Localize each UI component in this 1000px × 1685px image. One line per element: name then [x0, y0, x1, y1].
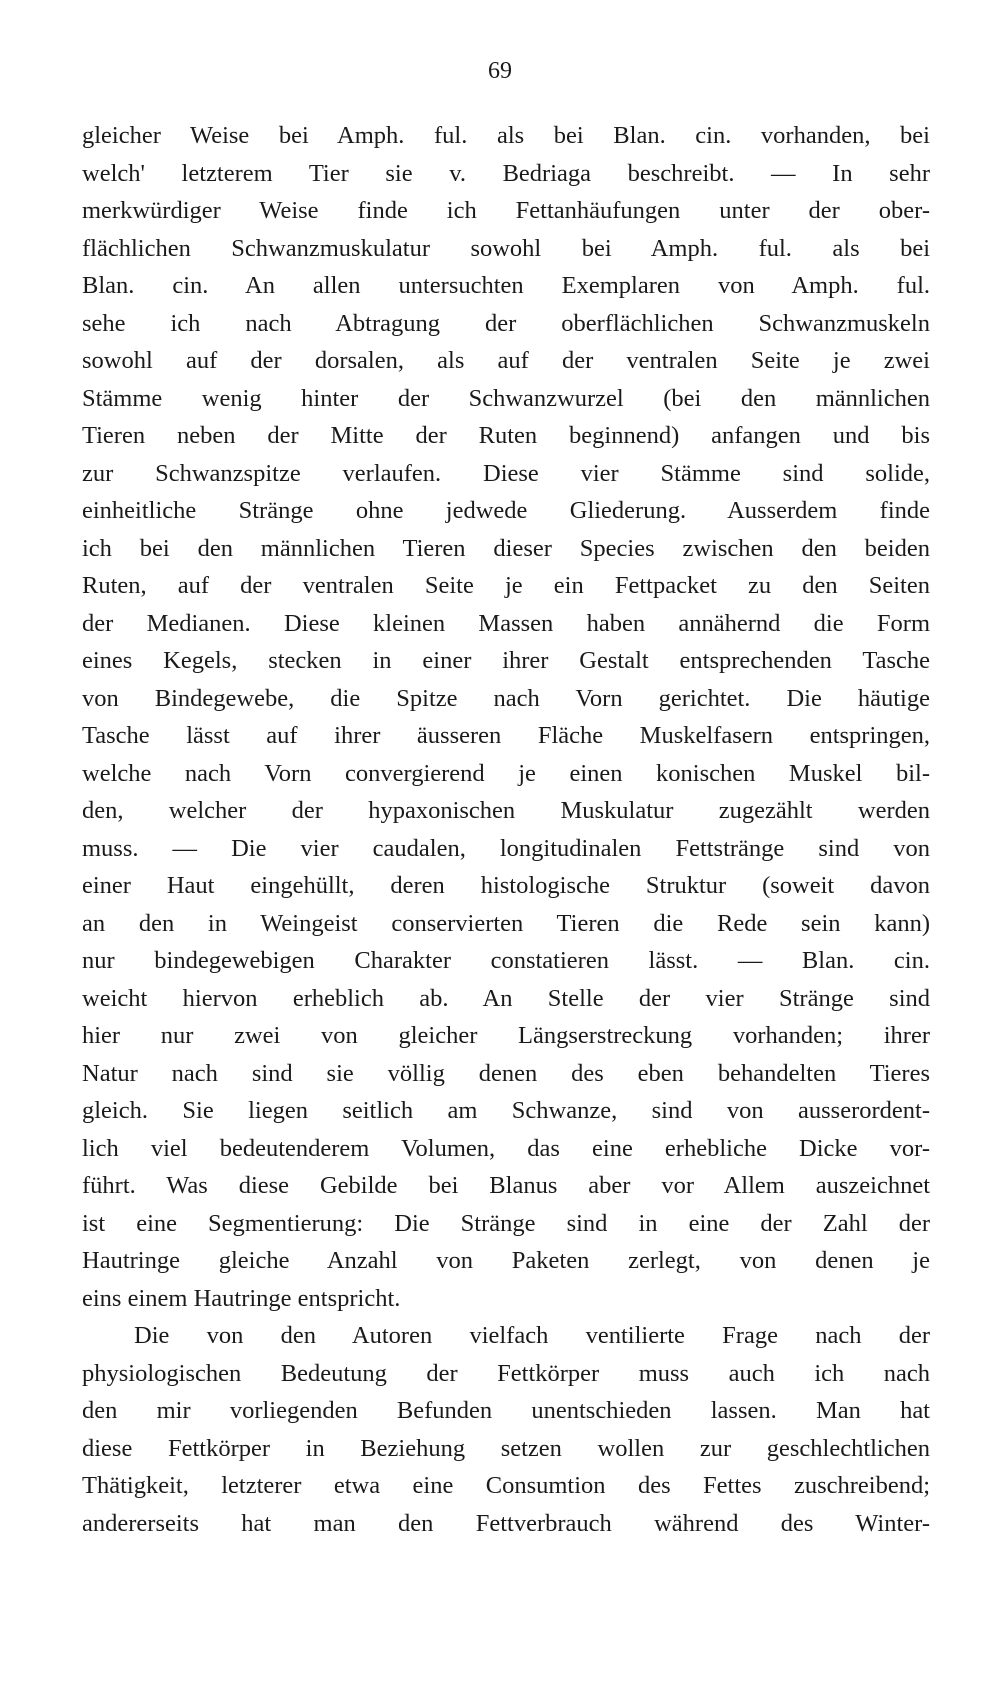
text-line: merkwürdiger Weise finde ich Fettanhäufungen unter der ober- — [82, 197, 930, 224]
body-text — [82, 117, 930, 1542]
paragraph — [82, 117, 930, 1317]
text-line: weicht hiervon erheblich ab. An Stelle der vier Stränge sind — [82, 984, 930, 1012]
text-line: eines Kegels, stecken in einer ihrer Gestalt entsprechenden Tasche — [82, 647, 930, 674]
text-line: sowohl auf der dorsalen, als auf der ventralen Seite je zwei — [82, 347, 930, 374]
text-line: ist eine Segmentierung: Die Stränge sind in eine der Zahl der — [82, 1209, 930, 1237]
text-line: hier nur zwei von gleicher Längserstreckung vorhanden; ihrer — [82, 1022, 930, 1049]
text-line: von Bindegewebe, die Spitze nach Vorn gerichtet. Die häutige — [82, 684, 930, 712]
text-line: Thätigkeit, letzterer etwa eine Consumtion des Fettes zuschreibend; — [82, 1472, 930, 1499]
text-line: gleich. Sie liegen seitlich am Schwanze, sind von ausserordent- — [82, 1097, 930, 1124]
text-line: der Medianen. Diese kleinen Massen haben annähernd die Form — [82, 609, 930, 637]
text-line: Natur nach sind sie völlig denen des eben behandelten Tieres — [82, 1059, 930, 1087]
text-line: sehe ich nach Abtragung der oberflächlichen Schwanzmuskeln — [82, 309, 930, 337]
text-line: flächlichen Schwanzmuskulatur sowohl bei Amph. ful. als bei — [82, 234, 930, 262]
text-line: welche nach Vorn convergierend je einen konischen Muskel bil- — [82, 759, 930, 787]
text-line: gleicher Weise bei Amph. ful. als bei Blan. cin. vorhanden, bei — [82, 122, 930, 149]
text-line: einheitliche Stränge ohne jedwede Gliederung. Ausserdem finde — [82, 497, 930, 524]
text-line: physiologischen Bedeutung der Fettkörper muss auch ich nach — [82, 1359, 930, 1387]
text-line: diese Fettkörper in Beziehung setzen wollen zur geschlechtlichen — [82, 1434, 930, 1462]
paragraph — [82, 1317, 930, 1542]
text-line: Hautringe gleiche Anzahl von Paketen zerlegt, von denen je — [82, 1247, 930, 1274]
text-line: zur Schwanzspitze verlaufen. Diese vier Stämme sind solide, — [82, 459, 930, 487]
text-line: einer Haut eingehüllt, deren histologische Struktur (soweit davon — [82, 872, 930, 899]
text-line: Ruten, auf der ventralen Seite je ein Fettpacket zu den Seiten — [82, 572, 930, 599]
text-line: den mir vorliegenden Befunden unentschieden lassen. Man hat — [82, 1397, 930, 1424]
text-line: muss. — Die vier caudalen, longitudinalen Fettstränge sind von — [82, 834, 930, 862]
text-line: den, welcher der hypaxonischen Muskulatur zugezählt werden — [82, 797, 930, 824]
text-line: lich viel bedeutenderem Volumen, das eine erhebliche Dicke vor- — [82, 1134, 930, 1162]
text-line: Tasche lässt auf ihrer äusseren Fläche Muskelfasern entspringen, — [82, 722, 930, 749]
text-line: führt. Was diese Gebilde bei Blanus aber vor Allem auszeichnet — [82, 1172, 930, 1199]
page-number: 69 — [488, 58, 512, 84]
text-line: Tieren neben der Mitte der Ruten beginnend) anfangen und bis — [82, 422, 930, 449]
text-line: eins einem Hautringe entspricht. — [82, 1284, 401, 1312]
text-line: Stämme wenig hinter der Schwanzwurzel (bei den männlichen — [82, 384, 930, 412]
text-line: welch' letzterem Tier sie v. Bedriaga beschreibt. — In sehr — [82, 159, 930, 187]
text-line: an den in Weingeist conservierten Tieren die Rede sein kann) — [82, 909, 930, 937]
text-line: ich bei den männlichen Tieren dieser Species zwischen den beiden — [82, 534, 930, 562]
text-line: nur bindegewebigen Charakter constatieren lässt. — Blan. cin. — [82, 947, 930, 974]
text-line: andererseits hat man den Fettverbrauch während des Winter- — [82, 1509, 930, 1537]
text-line: Blan. cin. An allen untersuchten Exemplaren von Amph. ful. — [82, 272, 930, 299]
text-line: Die von den Autoren vielfach ventilierte Frage nach der — [134, 1322, 930, 1349]
